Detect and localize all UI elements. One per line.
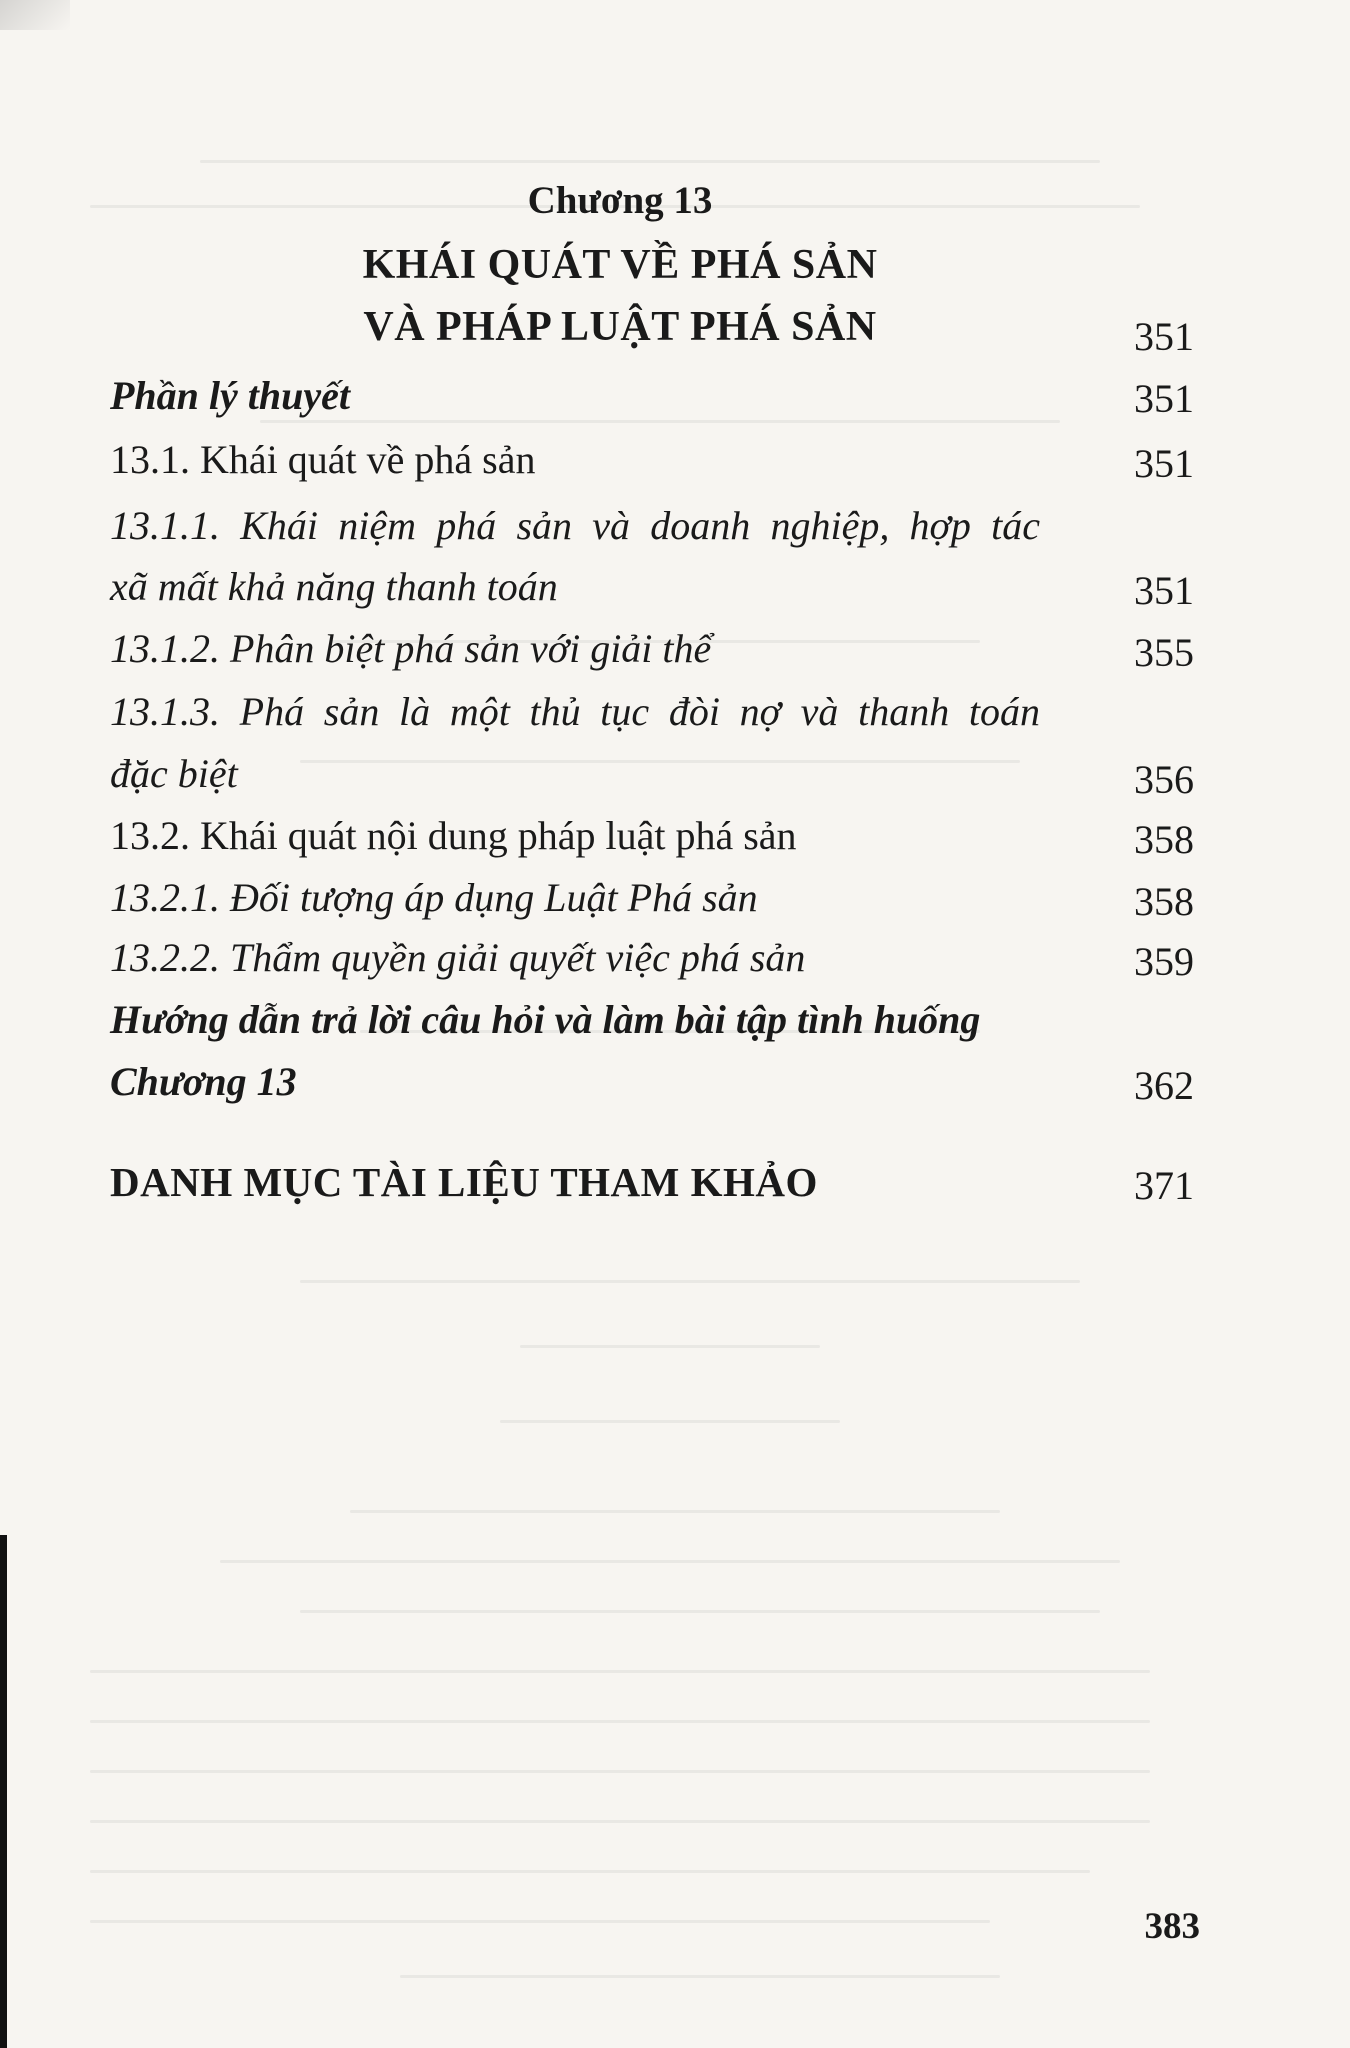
toc-page-guide: 362 bbox=[1134, 1063, 1194, 1108]
page-edge-shadow bbox=[0, 1535, 7, 2048]
toc-page-13-1-3: 356 bbox=[1134, 757, 1194, 802]
toc-page-references: 371 bbox=[1134, 1163, 1194, 1208]
toc-entry-references: DANH MỤC TÀI LIỆU THAM KHẢO bbox=[110, 1159, 818, 1205]
toc-page-13-2-2: 359 bbox=[1134, 939, 1194, 984]
toc-entry-13-1-2: 13.1.2. Phân biệt phá sản với giải thể bbox=[110, 626, 712, 671]
toc-page-13-1: 351 bbox=[1134, 441, 1194, 486]
chapter-title-page: 351 bbox=[1134, 314, 1194, 359]
toc-entry-guide-line-2: Chương 13 bbox=[110, 1059, 297, 1104]
toc-page-13-2-1: 358 bbox=[1134, 879, 1194, 924]
toc-entry-13-1-1-line-2: xã mất khả năng thanh toán bbox=[110, 564, 558, 609]
toc-page-13-1-1: 351 bbox=[1134, 568, 1194, 613]
toc-entry-13-2-1: 13.2.1. Đối tượng áp dụng Luật Phá sản bbox=[110, 875, 758, 920]
chapter-label: Chương 13 bbox=[527, 179, 713, 222]
toc-entry-theory: Phần lý thuyết bbox=[110, 373, 351, 418]
page-number: 383 bbox=[1144, 1906, 1200, 1947]
toc-entry-13-2-2: 13.2.2. Thẩm quyền giải quyết việc phá sản bbox=[110, 935, 806, 980]
toc-entry-13-1-3-line-1: 13.1.3. Phá sản là một thủ tục đòi nợ và thanh toán bbox=[110, 689, 1040, 734]
toc-entry-13-1-1-line-1: 13.1.1. Khái niệm phá sản và doanh nghiệp, hợp tác bbox=[110, 503, 1040, 548]
toc-entry-13-1-3-line-2: đặc biệt bbox=[110, 751, 238, 796]
page-corner-shadow bbox=[0, 0, 70, 30]
toc-page-theory: 351 bbox=[1134, 376, 1194, 421]
toc-entry-13-1: 13.1. Khái quát về phá sản bbox=[110, 437, 536, 482]
toc-entry-guide-line-1: Hướng dẫn trả lời câu hỏi và làm bài tập tình huống bbox=[110, 997, 981, 1042]
chapter-title-line-1: KHÁI QUÁT VỀ PHÁ SẢN bbox=[362, 242, 878, 288]
toc-page-13-1-2: 355 bbox=[1134, 630, 1194, 675]
toc-page-13-2: 358 bbox=[1134, 817, 1194, 862]
toc-entry-13-2: 13.2. Khái quát nội dung pháp luật phá sản bbox=[110, 813, 797, 858]
chapter-title-line-2: VÀ PHÁP LUẬT PHÁ SẢN bbox=[363, 304, 877, 350]
